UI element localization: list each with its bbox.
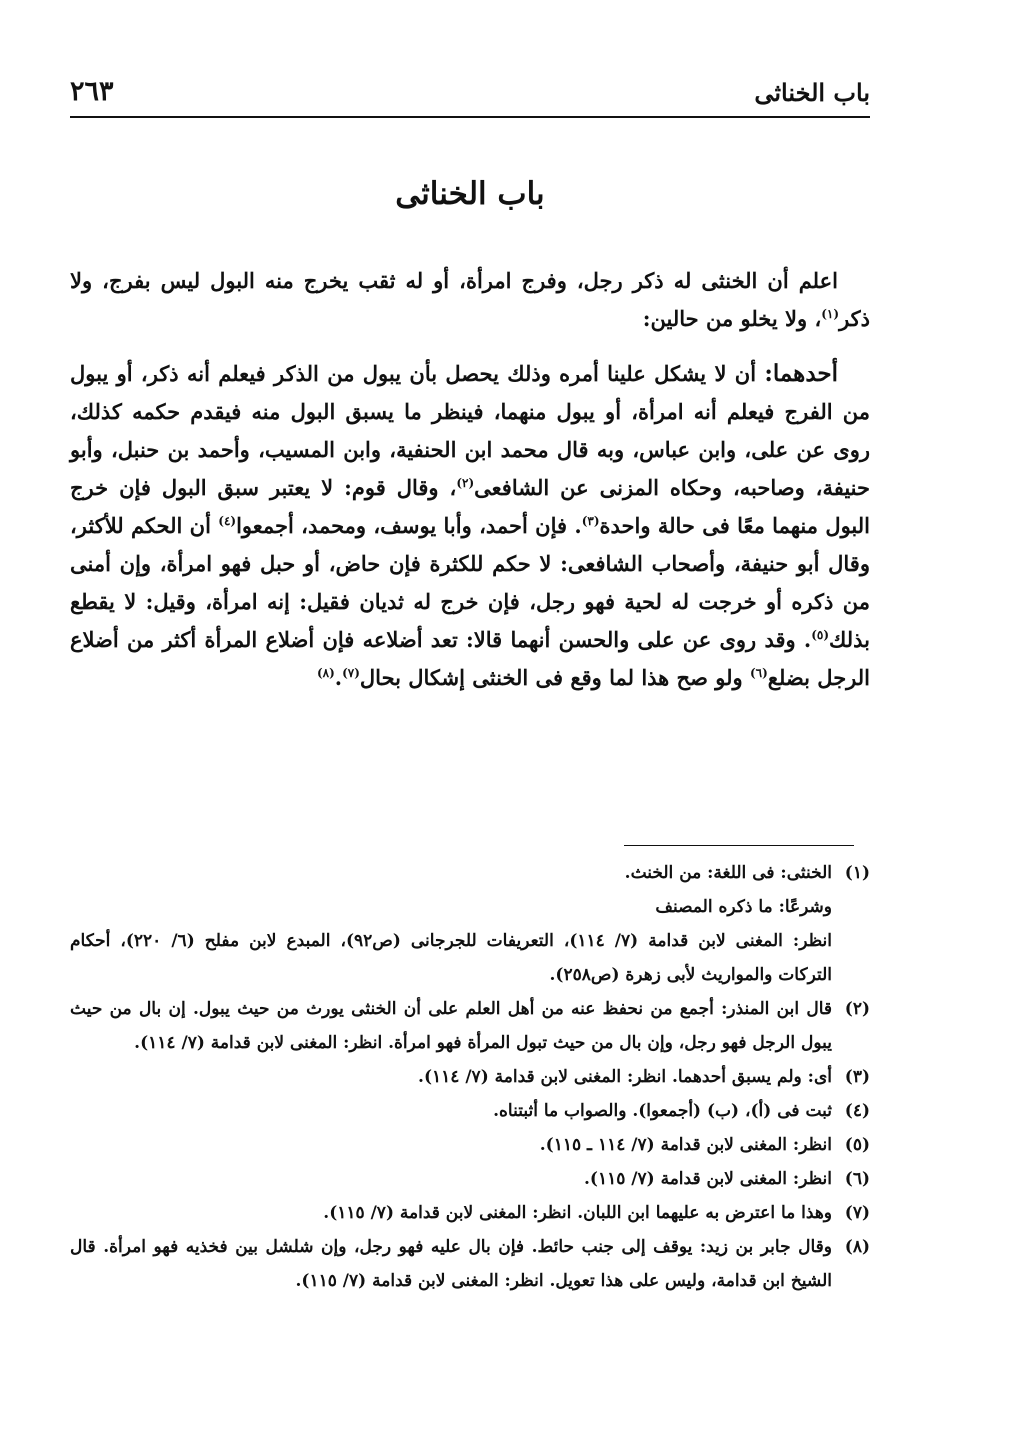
footnote-4 [70,1094,870,1128]
lead-word: أحدهما: [764,360,838,387]
footnote-ref: (٥) [811,628,830,642]
footnote-text: وهذا ما اعترض به عليهما ابن اللبان. انظر: المغنى لابن قدامة (٧/ ١١٥). [323,1203,832,1223]
paragraph-text: ولو صح هذا لما وقع فى الخنثى إشكال بحال [359,665,750,690]
paragraph-first-case [70,355,870,697]
footnotes [70,856,870,1298]
footnote-number: (٦) [844,1169,870,1189]
footnote-1 [70,856,870,992]
footnote-8 [70,1230,870,1298]
footnote-text: ثبت فى (أ)، (ب) (أجمعوا). والصواب ما أثبتناه. [493,1101,832,1121]
page-number: ٢٦٣ [70,76,114,107]
paragraph-text: ، ولا يخلو من حالين: [642,306,822,331]
paragraph-text: ، وقال قوم: لا يعتبر سبق البول فإن خرج البول منهما معًا فى حالة واحدة [70,475,870,538]
footnote-number: (٨) [844,1237,870,1257]
footnote-text: انظر: المغنى لابن قدامة (٧/ ١١٥). [583,1169,832,1189]
footnote-ref: (٣) [581,514,600,528]
footnote-ref: (٤) [218,514,237,528]
footnote-ref: (٦) [749,666,768,680]
footnote-text: أى: ولم يسبق أحدهما. انظر: المغنى لابن قدامة (٧/ ١١٤). [418,1067,832,1087]
footnote-line: انظر: المغنى لابن قدامة (٧/ ١١٤)، التعريفات للجرجانى (ص٩٢)، المبدع لابن مفلح (٦/ ٢٢٠)، أحكام التركات والمواريث لأبى زهرة (ص٢٥٨). [70,931,832,985]
footnote-7 [70,1196,870,1230]
footnote-ref: (٨) [316,666,335,680]
footnote-number: (٣) [844,1067,870,1087]
paragraph-text: أن لا يشكل علينا أمره وذلك يحصل بأن يبول من الذكر فيعلم أنه ذكر، أو يبول من الفرج فيعلم أنه امرأة، أو يبول منهما، فينظر ما يسبق البول منه فيقدم حكمه كذلك، روى عن على، وابن عباس، وبه قال محمد ابن الحنفية، وابن المسيب، وأحمد بن حنبل، وأبو حنيفة، وصاحبه، وحكاه المزنى عن الشافعى [70,361,870,500]
paragraph-intro [70,262,870,338]
footnote-5 [70,1128,870,1162]
footnote-line: وشرعًا: ما ذكره المصنف [655,897,832,917]
footnote-text: وقال جابر بن زيد: يوقف إلى جنب حائط. فإن بال عليه فهو رجل، وإن شلشل بين فخذيه فهو امرأة. قال الشيخ ابن قدامة، وليس على هذا تعويل. انظر: المغنى لابن قدامة (٧/ ١١٥). [70,1237,832,1291]
footnote-text: قال ابن المنذر: أجمع من نحفظ عنه من أهل العلم على أن الخنثى يورث من حيث يبول. إن بال من حيث يبول الرجل فهو رجل، وإن بال من حيث تبول المرأة فهو امرأة. انظر: المغنى لابن قدامة (٧/ ١١٤). [70,999,832,1053]
paragraph-text: أن الحكم للأكثر، وقال أبو حنيفة، وأصحاب الشافعى: لا حكم للكثرة فإن حاض، أو حبل فهو امرأة، وإن أمنى من ذكره أو خرجت له لحية فهو رجل، فإن خرج له ثديان فقيل: إنه امرأة، وقيل: لا يقطع بذلك [70,513,870,652]
footnote-ref: (٧) [342,666,360,680]
footnote-number: (٧) [844,1203,870,1223]
footnote-number: (٢) [844,999,870,1019]
paragraph-text: . وقد روى عن على والحسن أنهما قالا: تعد أضلاعه فإن أضلاع المرأة أكثر من أضلاع الرجل بضلع [70,627,870,690]
footnote-separator [624,845,854,846]
running-title: باب الخناثى [754,78,870,107]
paragraph-text: . فإن أحمد، وأبا يوسف، ومحمد، أجمعوا [236,513,582,538]
main-text [70,262,870,697]
footnote-number: (٥) [844,1135,870,1155]
running-header [70,72,870,118]
footnote-text: انظر: المغنى لابن قدامة (٧/ ١١٤ ـ ١١٥). [539,1135,832,1155]
footnote-line: الخنثى: فى اللغة: من الخنث. [624,863,832,883]
footnote-number: (١) [844,863,870,883]
footnote-3 [70,1060,870,1094]
footnote-number: (٤) [844,1101,870,1121]
footnote-text [70,856,832,992]
paragraph-text: . [334,665,343,690]
footnote-ref: (١) [821,307,840,321]
footnote-ref: (٢) [456,476,475,490]
footnote-6 [70,1162,870,1196]
paragraph-text: اعلم أن الخنثى له ذكر رجل، وفرج امرأة، أو له ثقب يخرج منه البول ليس بفرج، ولا ذكر [70,268,870,331]
chapter-title: باب الخناثى [395,176,545,212]
footnote-2 [70,992,870,1060]
